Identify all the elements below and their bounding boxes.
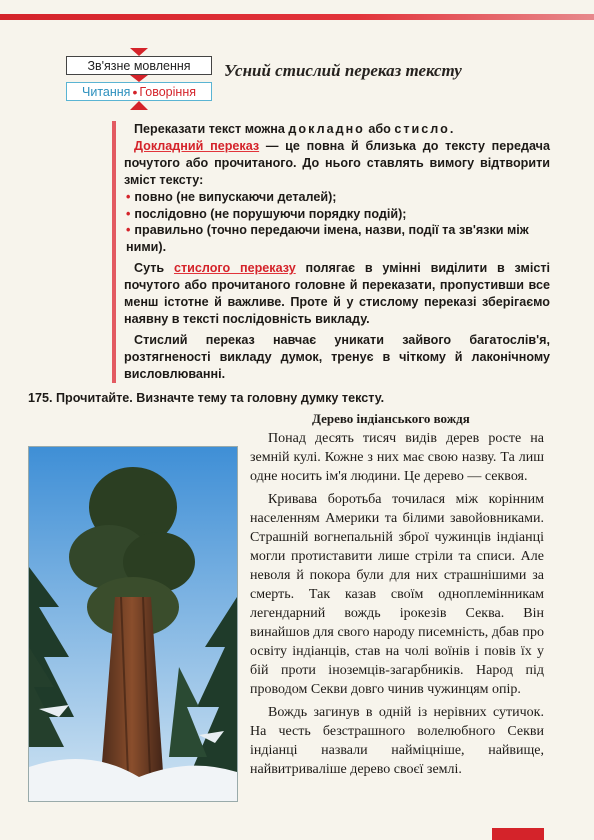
tag-dot: •: [132, 83, 138, 100]
bullet-icon: •: [126, 189, 131, 204]
rule-concise: [124, 260, 550, 328]
rule-intro-mid: або: [364, 122, 395, 136]
bullet-icon: •: [126, 223, 131, 238]
detailed-term: Докладний переказ: [134, 138, 260, 153]
rule-intro-detailed: докладно: [288, 122, 365, 136]
tag-connected-speech: [66, 56, 212, 75]
marker-triangle-bottom: [130, 101, 148, 110]
list-item-text: повно (не випускаючи деталей);: [134, 189, 337, 204]
story-paragraph: Вождь загинув в одній із нерівних сутичок. На честь безстрашного волелюбного Секви індіанці назвали найміцніше, найвище, найвитриваліше дерево своєї землі.: [250, 705, 544, 777]
rule-intro-concise: стисло: [394, 122, 450, 136]
story-paragraph: Кривава боротьба точилася між корінним населенням Америки та білими завойовниками. Страшній вогнепальній зброї чужинців індіанці могли протиставити лише стріли та списи. Але неволя й покора були для них страшнішими за смерть. Так казав своїм одноплемінникам легендарний вождь ірокезів Секва. Він винайшов для свого народу писемність, дбав про освіту індіанців, став на чолі воїнів і повів їх у бій проти іноземців-загарбників. Народ під проводом Секви довго чинив чужинцям опір.: [250, 492, 544, 697]
marker-triangle-top: [130, 48, 148, 56]
rule-bullets: [124, 189, 550, 257]
exercise-task: 175. Прочитайте. Визначте тему та головну думку тексту.: [28, 391, 385, 405]
tag-speaking-label: Говоріння: [139, 84, 196, 99]
concise-lead: Суть: [134, 261, 174, 276]
list-item: [126, 222, 550, 256]
tag-reading-label: Читання: [82, 84, 131, 99]
rule-benefit: Стислий переказ навчає уникати зайвого багатослів'я, розтягненості викладу думок, тренує в чіткому й лаконічному висловлюванні.: [124, 332, 550, 381]
story-text: [250, 429, 544, 783]
bullet-icon: •: [126, 206, 131, 221]
list-item-text: правильно (точно передаючи імена, назви, події та зв'язки між ними).: [126, 223, 529, 255]
tag-reading-speaking: [66, 82, 212, 101]
section-title: Усний стислий переказ тексту: [224, 61, 462, 80]
rule-intro-end: .: [449, 122, 454, 136]
story-paragraph: Понад десять тисяч видів дерев росте на земній кулі. Кожне з них має свою назву. Та лиш одне носить ім'я людини. Це дерево — секвоя.: [250, 431, 544, 484]
page-number-tab: [492, 828, 544, 840]
rule-detailed: [124, 138, 550, 189]
list-item-text: послідовно (не порушуючи порядку подій);: [134, 206, 407, 221]
marker-triangle-middle: [130, 75, 148, 82]
rule-box: [112, 121, 550, 383]
rule-intro-lead: Переказати текст можна: [134, 122, 289, 136]
detailed-definition: — це повна й близька до тексту передача почутого або прочитаного. До нього ставлять вимогу відтворити зміст тексту:: [124, 138, 550, 187]
sequoia-photo: [28, 446, 238, 802]
concise-definition: полягає в умінні виділити в змісті почутого або прочитаного головне й переказати, пропустивши все менш істотне й важливе. Проте й у стислому переказі зберігаємо наявну в тексті послідовність викладу.: [124, 261, 550, 326]
rule-intro: [124, 121, 550, 138]
sequoia-illustration: [29, 447, 237, 801]
concise-term: стислого переказу: [173, 261, 296, 276]
list-item: [126, 189, 550, 206]
top-red-band: [0, 14, 594, 20]
list-item: [126, 206, 550, 223]
tag-connected-speech-label: Зв'язне мовлення: [87, 58, 191, 73]
story-title: Дерево індіанського вождя: [312, 411, 470, 426]
